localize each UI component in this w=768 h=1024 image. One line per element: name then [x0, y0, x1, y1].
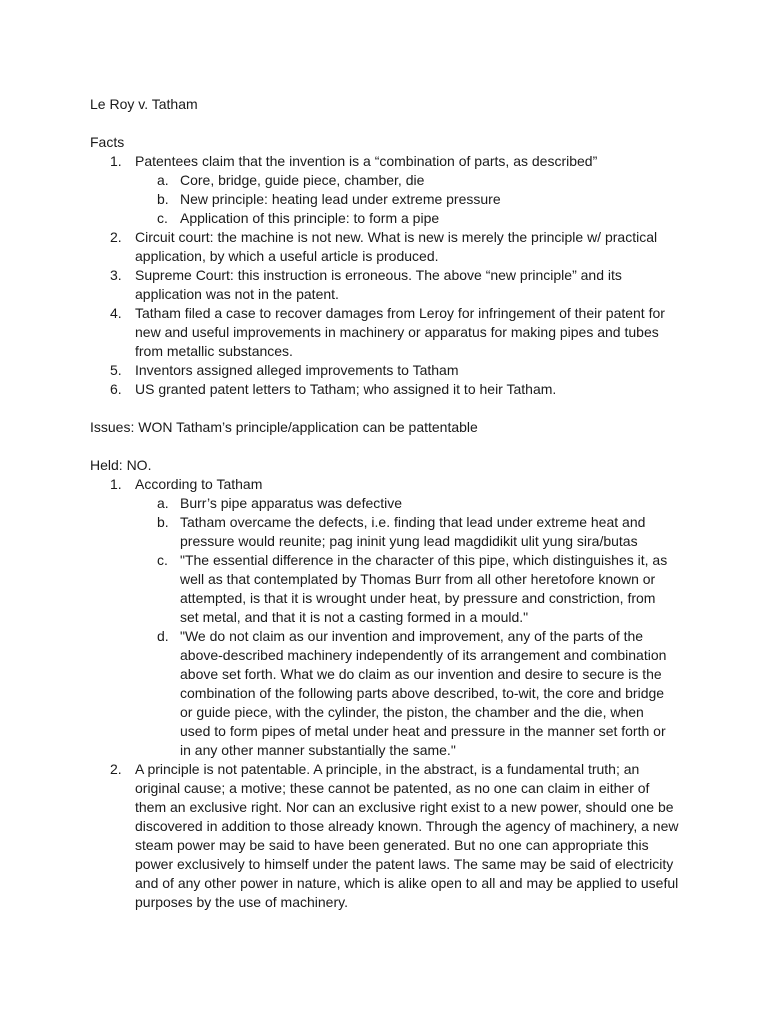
- item-number: 2.: [110, 761, 122, 777]
- subitem-text: Core, bridge, guide piece, chamber, die: [180, 172, 425, 188]
- held-heading: Held: NO.: [90, 457, 152, 473]
- held-subitem-a: [90, 494, 688, 513]
- subitem-line: Burr’s pipe apparatus was defective: [180, 495, 403, 511]
- item-line: Tatham filed a case to recover damages from Leroy for infringement of their patent for: [135, 305, 665, 321]
- item-line: them an exclusive right. Nor can an exclusive right exist to a new power, should one be: [135, 799, 674, 815]
- item-number: 4.: [110, 305, 122, 321]
- item-line: original cause; a motive; these cannot be patented, as no one can claim in either of: [135, 780, 650, 796]
- spacer: [90, 437, 688, 456]
- subitem-letter: a.: [157, 495, 169, 511]
- facts-subitem-a: [90, 171, 688, 190]
- item-line: purposes by the use of machinery.: [135, 894, 348, 910]
- subitem-text: New principle: heating lead under extreme pressure: [180, 191, 501, 207]
- facts-heading: Facts: [90, 134, 125, 150]
- item-number: 3.: [110, 267, 122, 283]
- item-line: application was not in the patent.: [135, 286, 339, 302]
- subitem-line: above set forth. What we do claim as our invention and desire to secure is the: [180, 666, 662, 682]
- held-item-2: [90, 760, 688, 912]
- subitem-letter: b.: [157, 514, 169, 530]
- subitem-letter: b.: [157, 191, 169, 207]
- spacer: [90, 114, 688, 133]
- item-line: US granted patent letters to Tatham; who assigned it to heir Tatham.: [135, 381, 557, 397]
- subitem-line: Tatham overcame the defects, i.e. finding that lead under extreme heat and: [180, 514, 646, 530]
- item-line: from metallic substances.: [135, 343, 293, 359]
- subitem-line: in any other manner substantially the same.": [180, 742, 456, 758]
- item-number: 5.: [110, 362, 122, 378]
- subitem-line: "The essential difference in the character of this pipe, which distinguishes it, as: [180, 552, 668, 568]
- subitem-line: set metal, and that it is not a casting formed in a mould.": [180, 609, 529, 625]
- held-item-1: [90, 475, 688, 494]
- item-line: Supreme Court: this instruction is erroneous. The above “new principle” and its: [135, 267, 622, 283]
- held-subitem-c: [90, 551, 688, 627]
- item-line: discovered in addition to those already known. Through the agency of machinery, a new: [135, 818, 679, 834]
- subitem-line: "We do not claim as our invention and improvement, any of the parts of the: [180, 628, 644, 644]
- facts-item-5: [90, 361, 688, 380]
- item-line: A principle is not patentable. A principle, in the abstract, is a fundamental truth; an: [135, 761, 640, 777]
- item-line: application, by which a useful article is produced.: [135, 248, 439, 264]
- item-number: 1.: [110, 476, 122, 492]
- subitem-letter: c.: [157, 552, 168, 568]
- issues-line: Issues: WON Tatham’s principle/application can be pattentable: [90, 419, 478, 435]
- facts-item-3: [90, 266, 688, 304]
- subitem-letter: d.: [157, 628, 169, 644]
- subitem-line: combination of the following parts above described, to-wit, the core and bridge: [180, 685, 665, 701]
- item-text: According to Tatham: [135, 476, 263, 492]
- case-title: Le Roy v. Tatham: [90, 96, 198, 112]
- item-line: and of any other power in nature, which is alike open to all and may be applied to useful: [135, 875, 679, 891]
- facts-subitem-c: [90, 209, 688, 228]
- spacer: [90, 399, 688, 418]
- held-subitem-b: [90, 513, 688, 551]
- item-number: 1.: [110, 153, 122, 169]
- facts-item-4: [90, 304, 688, 361]
- item-line: new and useful improvements in machinery or apparatus for making pipes and tubes: [135, 324, 659, 340]
- item-line: Circuit court: the machine is not new. What is new is merely the principle w/ practical: [135, 229, 658, 245]
- subitem-line: or guide piece, with the cylinder, the piston, the chamber and the die, when: [180, 704, 644, 720]
- subitem-line: used to form pipes of metal under heat and pressure in the manner set forth or: [180, 723, 666, 739]
- facts-item-6: [90, 380, 688, 399]
- held-subitem-d: [90, 627, 688, 760]
- item-number: 2.: [110, 229, 122, 245]
- subitem-line: attempted, is that it is wrought under heat, by pressure and constriction, from: [180, 590, 656, 606]
- item-line: steam power may be said to have been generated. But no one can appropriate this: [135, 837, 649, 853]
- item-line: power exclusively to himself under the patent laws. The same may be said of electricity: [135, 856, 674, 872]
- subitem-line: pressure would reunite; pag ininit yung lead magdidikit ulit yung sira/butas: [180, 533, 638, 549]
- subitem-letter: a.: [157, 172, 169, 188]
- item-line: Inventors assigned alleged improvements to Tatham: [135, 362, 459, 378]
- facts-item-2: [90, 228, 688, 266]
- item-text: Patentees claim that the invention is a “combination of parts, as described”: [135, 153, 598, 169]
- subitem-line: above-described machinery independently of its arrangement and combination: [180, 647, 667, 663]
- subitem-text: Application of this principle: to form a pipe: [180, 210, 440, 226]
- subitem-letter: c.: [157, 210, 168, 226]
- subitem-line: well as that contemplated by Thomas Burr from all other heretofore known or: [180, 571, 656, 587]
- item-number: 6.: [110, 381, 122, 397]
- facts-subitem-b: [90, 190, 688, 209]
- facts-item-1: [90, 152, 688, 171]
